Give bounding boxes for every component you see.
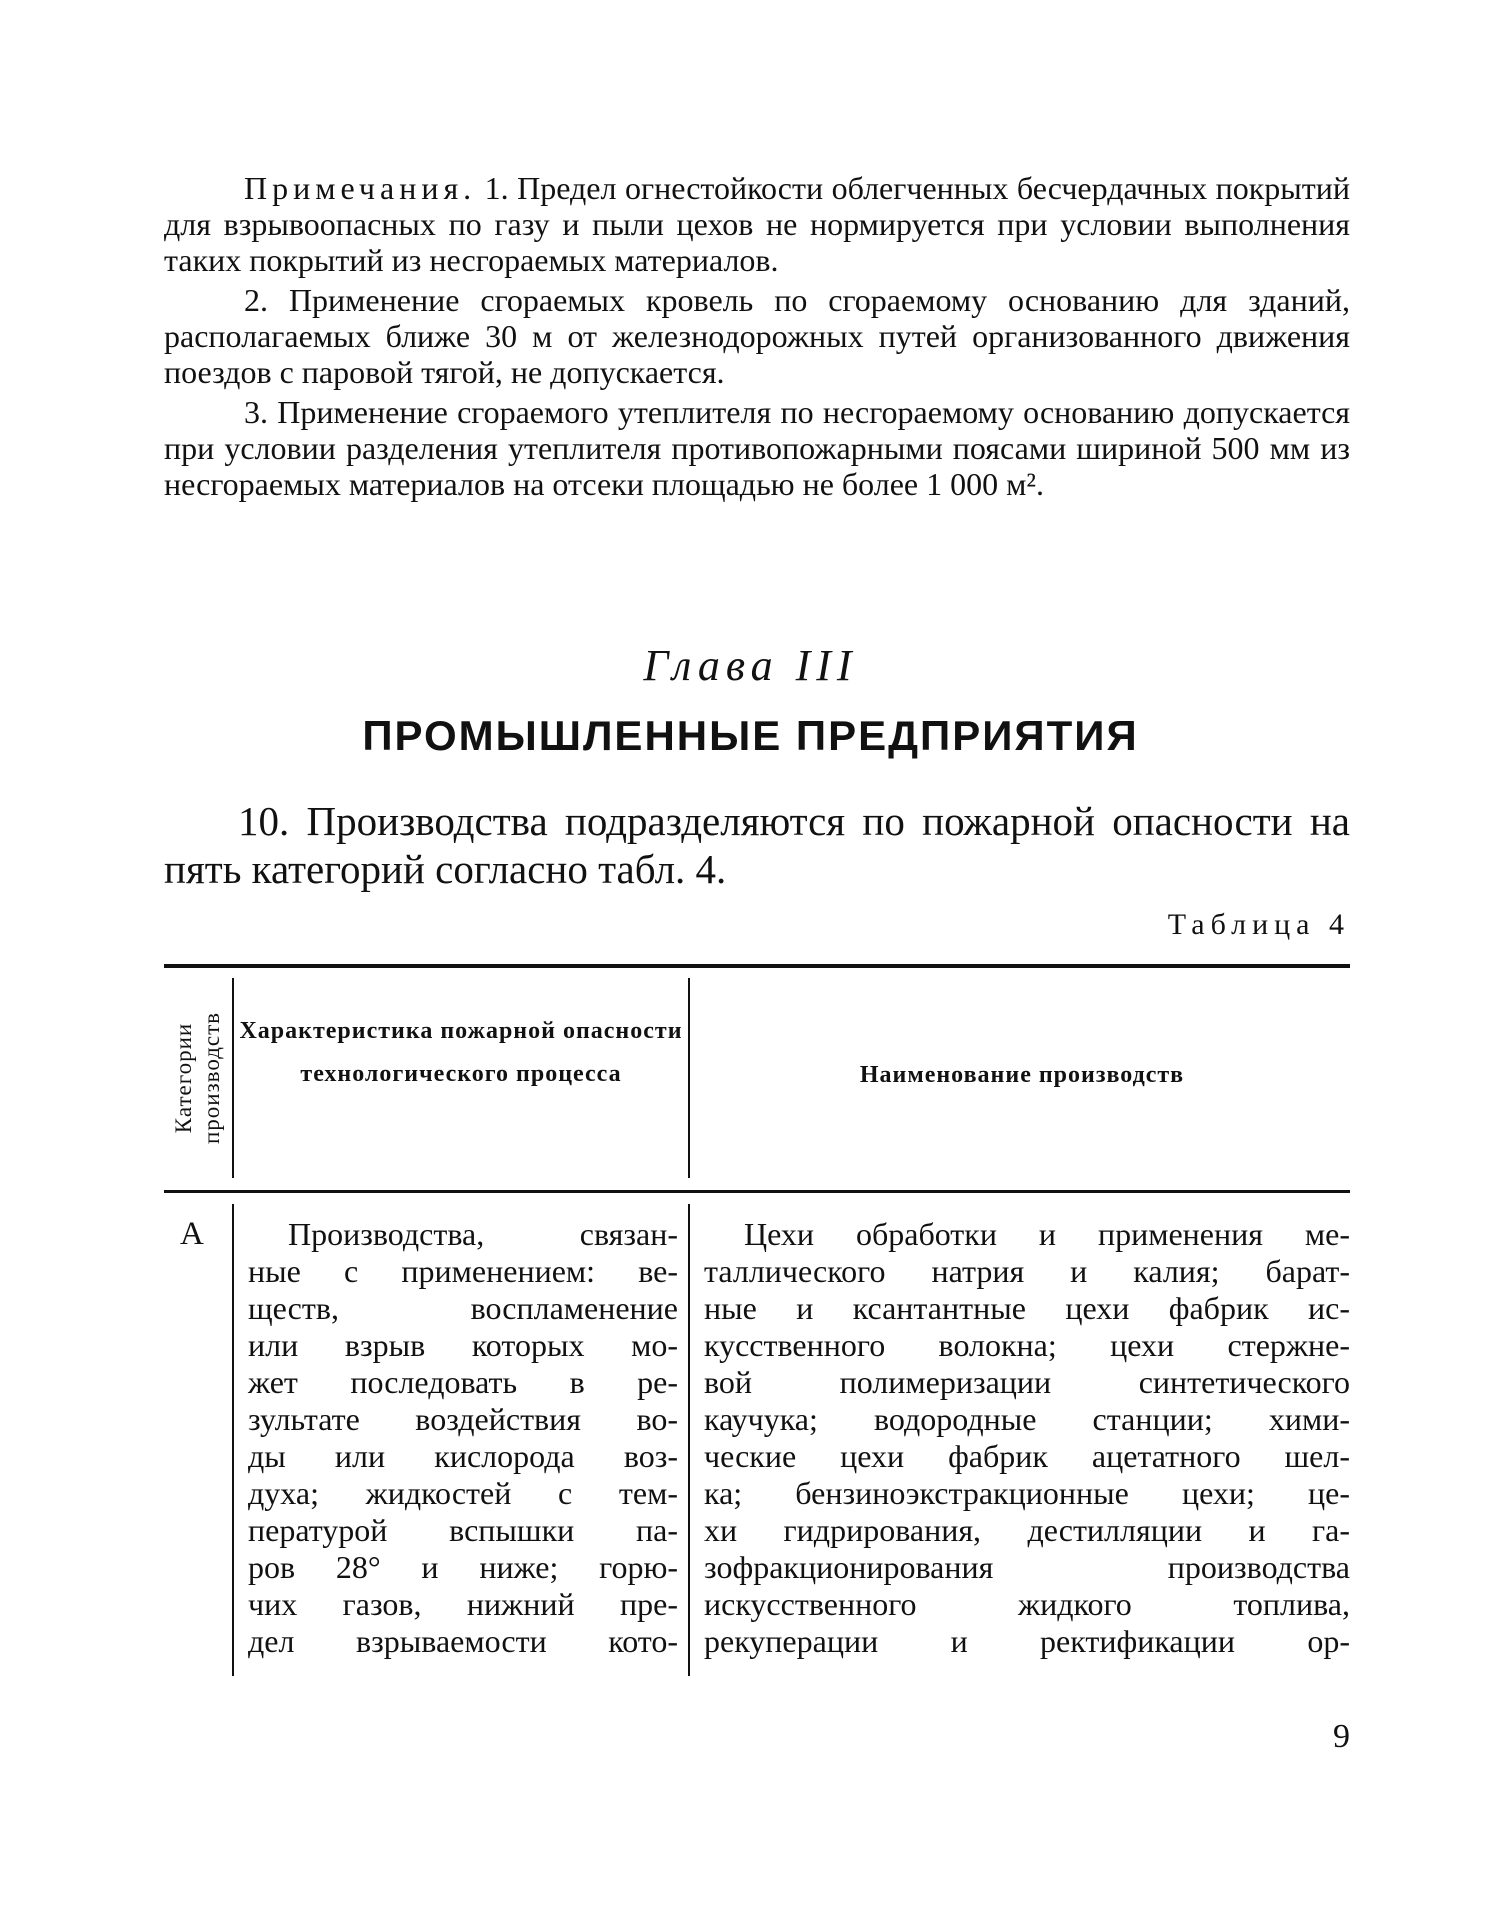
note-1-text: 1. Предел огнестойкости облегченных бесчердачных покрытий для взрывоопасных по газу и пыли цехов не нормируется при условии выполнения таких покрытий из несгораемых материалов. [164, 170, 1351, 278]
body-divider-2 [688, 1204, 690, 1676]
notes-section [164, 170, 1350, 506]
row-a-production-names [704, 1216, 1350, 1660]
production-name-line: вой полимеризации синтетического [704, 1364, 1350, 1400]
production-name-line: хи гидрирования, дестилляции и га- [704, 1512, 1350, 1548]
table-label: Таблица 4 [1167, 908, 1350, 941]
production-name-line: ческие цехи фабрик ацетатного шел- [704, 1438, 1350, 1474]
production-name-line: Цехи обработки и применения ме- [744, 1216, 1350, 1252]
production-name-line: ные и ксантантные цехи фабрик ис- [704, 1290, 1350, 1326]
header-category [164, 978, 232, 1178]
note-2: 2. Применение сгораемых кровель по сгораемому основанию для зданий, располагаемых ближе 30 м от железнодорожных путей организованного движения поездов с паровой тягой, не допускается. [164, 282, 1350, 390]
production-name-line: зофракционирования производства [704, 1549, 1350, 1585]
header-category-text: Категории производств [171, 1011, 224, 1145]
row-a-category: А [180, 1216, 204, 1252]
table-top-rule [164, 964, 1350, 968]
header-characteristic: Характеристика пожарной опасности технологического процесса [239, 1018, 683, 1087]
characteristic-line: чих газов, нижний пре- [248, 1586, 678, 1622]
table-header-rule [164, 1190, 1350, 1193]
characteristic-line: жет последовать в ре- [248, 1364, 678, 1400]
characteristic-line: ществ, воспламенение [248, 1290, 678, 1326]
characteristic-line: пературой вспышки па- [248, 1512, 678, 1548]
row-a-characteristic [248, 1216, 678, 1660]
characteristic-line: Производства, связан- [288, 1216, 678, 1252]
header-divider-2 [688, 978, 690, 1178]
header-production-name: Наименование производств [859, 1062, 1185, 1088]
production-name-line: каучука; водородные станции; хими- [704, 1401, 1350, 1437]
notes-label: Примечания. [244, 170, 477, 206]
production-name-line: ка; бензиноэкстракционные цехи; це- [704, 1475, 1350, 1511]
body-divider-1 [232, 1204, 234, 1676]
note-1 [164, 170, 1350, 278]
characteristic-line: ды или кислорода воз- [248, 1438, 678, 1474]
intro-paragraph: 10. Производства подразделяются по пожарной опасности на пять категорий согласно табл. 4. [164, 798, 1350, 892]
characteristic-line: ров 28° и ниже; горю- [248, 1549, 678, 1585]
characteristic-line: ные с применением: ве- [248, 1253, 678, 1289]
characteristic-line: или взрыв которых мо- [248, 1327, 678, 1363]
characteristic-line: духа; жидкостей с тем- [248, 1475, 678, 1511]
production-name-line: таллического натрия и калия; барат- [704, 1253, 1350, 1289]
chapter-title: ПРОМЫШЛЕННЫЕ ПРЕДПРИЯТИЯ [362, 712, 1139, 759]
production-name-line: искусственного жидкого топлива, [704, 1586, 1350, 1622]
chapter-heading: Глава III [643, 641, 858, 690]
page-number: 9 [1333, 1718, 1350, 1755]
production-name-line: кусственного волокна; цехи стержне- [704, 1327, 1350, 1363]
characteristic-line: зультате воздействия во- [248, 1401, 678, 1437]
characteristic-line: дел взрываемости кото- [248, 1623, 678, 1659]
production-name-line: рекуперации и ректификации ор- [704, 1623, 1350, 1659]
header-divider-1 [232, 978, 234, 1178]
note-3: 3. Применение сгораемого утеплителя по несгораемому основанию допускается при условии разделения утеплителя противопожарными поясами шириной 500 мм из несгораемых материалов на отсеки площадью не более 1 000 м². [164, 394, 1350, 502]
